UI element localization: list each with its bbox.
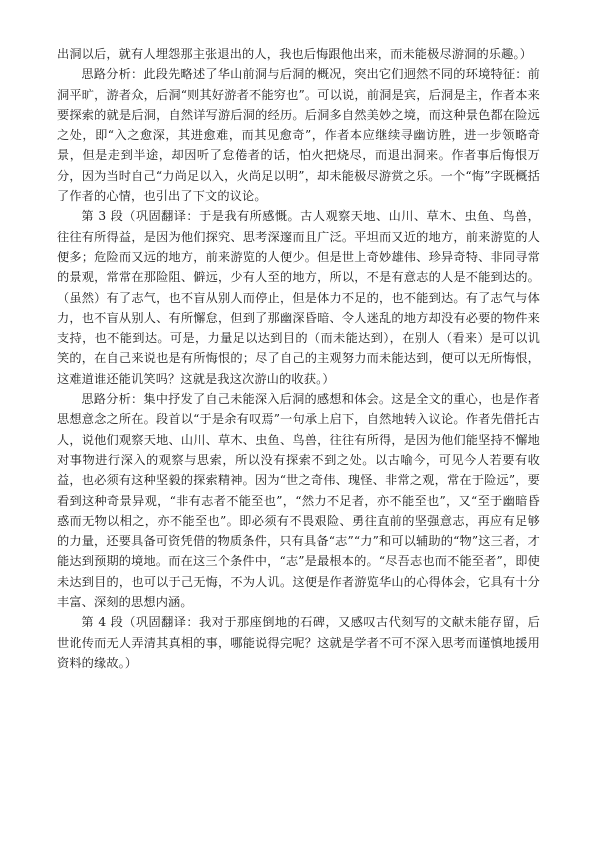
document-body — [57, 44, 540, 673]
paragraph-section-4: 第 4 段（巩固翻译：我对于那座倒地的石碑，又感叹古代刻写的文献未能存留，后世讹传而无人弄清其真相的事，哪能说得完呢？这就是学者不可不深入思考而谨慎地援用资料的缘故。） — [57, 615, 540, 670]
paragraph-translation-end: 出洞以后，就有人埋怨那主张退出的人，我也后悔跟他出来，而未能极尽游洞的乐趣。） — [57, 47, 533, 61]
paragraph-section-3: 第 3 段（巩固翻译：于是我有所感慨。古人观察天地、山川、草木、虫鱼、鸟兽，往往有所得益，是因为他们探究、思考深邃而且广泛。平坦而又近的地方，前来游览的人便多；危险而又远的地方，前来游览的人便少。但是世上奇妙雄伟、珍异奇特、非同寻常的景观，常常在那险阻、僻远，少有人至的地方，所以，不是有意志的人是不能到达的。（虽然）有了志气，也不盲从别人而停止，但是体力不足的，也不能到达。有了志气与体力，也不盲从别人、有所懈怠，但到了那幽深昏暗、令人迷乱的地方却没有必要的物件来支持，也不能到达。可是，力量足以达到目的（而未能达到），在别人（看来）是可以讥笑的，在自己来说也是有所悔恨的；尽了自己的主观努力而未能达到，便可以无所悔恨，这难道谁还能讥笑吗？这就是我这次游山的收获。） — [57, 209, 540, 386]
paragraph-analysis-3: 思路分析：集中抒发了自己未能深入后洞的感想和体会。这是全文的重心，也是作者思想意念之所在。段首以“于是余有叹焉”一句承上启下，自然地转入议论。作者先借托古人，说他们观察天地、山川、草木、虫鱼、鸟兽，往往有所得，是因为他们能坚持不懈地对事物进行深入的观察与思索，所以没有探索不到之处。以古喻今，可见今人若要有收益，也必须有这种坚毅的探索精神。因为“世之奇伟、瑰怪、非常之观，常在于险远”，要看到这种奇景异观，“非有志者不能至也”，“然力不足者，亦不能至也”，又“至于幽暗昏惑而无物以相之，亦不能至也”。即必须有不畏艰险、勇往直前的坚强意志，再应有足够的力量，还要具备可资凭借的物质条件，只有具备“志”“力”和可以辅助的“物”这三者，才能达到预期的境地。而在这三个条件中，“志”是最根本的。“尽吾志也而不能至者”，即使未达到目的，也可以于己无悔，不为人讥。这便是作者游览华山的心得体会，它具有十分丰富、深刻的思想内涵。 — [57, 392, 540, 610]
paragraph-analysis-2: 思路分析：此段先略述了华山前洞与后洞的概况，突出它们迥然不同的环境特征：前洞平旷，游者众，后洞“则其好游者不能穷也”。可以说，前洞是宾，后洞是主，作者本来要探索的就是后洞，自然详写游后洞的经历。后洞多自然美妙之境，而这种景色都在险远之处，即“入之愈深，其进愈难，而其见愈奇”，作者本应继续寻幽访胜，进一步领略奇景，但是走到半途，却因听了怠倦者的话，怕火把烧尽，而退出洞来。作者事后悔恨万分，因为当时自己“力尚足以入，火尚足以明”，却未能极尽游赏之乐。一个“悔”字既概括了作者的心情，也引出了下文的议论。 — [57, 67, 540, 204]
